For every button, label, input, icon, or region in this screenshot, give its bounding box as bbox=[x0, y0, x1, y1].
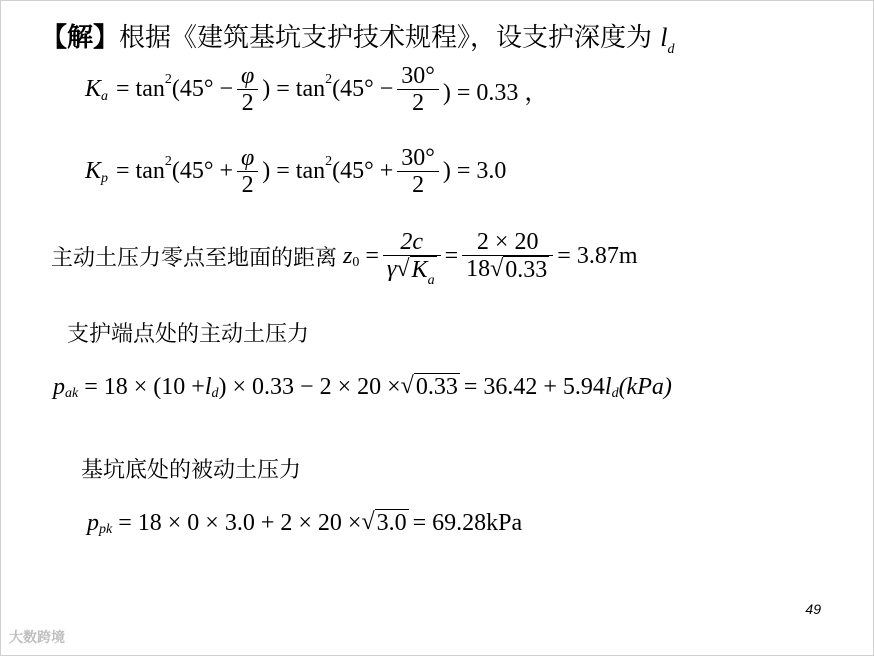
kp-frac1: $\frac{\varphi}{2}$ bbox=[237, 145, 258, 199]
kp-frac2: $\frac{30^\circ}{2}$ bbox=[397, 145, 439, 199]
heading-text: 根据《建筑基坑支护技术规程》，设支护深度为 bbox=[119, 23, 653, 53]
ka-paren2: (45° − bbox=[332, 76, 394, 103]
heading bbox=[41, 17, 675, 57]
equation-pak bbox=[53, 373, 672, 401]
ka-paren1: (45° − bbox=[171, 76, 233, 103]
z0-var: z bbox=[343, 242, 353, 269]
kp-part2: ) = tan bbox=[262, 158, 326, 185]
ka-lhs: K bbox=[85, 76, 102, 103]
z0-frac2: 2 × 20 18 √ 0.33 bbox=[462, 229, 553, 284]
watermark: 大数跨境 bbox=[9, 629, 65, 645]
kp-part1: = tan bbox=[116, 158, 165, 185]
kp-sq1: 2 bbox=[164, 153, 172, 169]
ka-part2: ) = tan bbox=[262, 76, 326, 103]
pak-l2: l bbox=[604, 373, 612, 400]
z0-eq: = bbox=[365, 242, 379, 269]
ka-result: ) = 0.33 ， bbox=[442, 80, 549, 107]
z0-eq2: = bbox=[444, 242, 459, 269]
equation-ppk bbox=[87, 509, 522, 537]
pak-l-sub: d bbox=[211, 386, 219, 401]
pak-l2-sub: d bbox=[611, 386, 619, 401]
ka-sq2: 2 bbox=[325, 71, 333, 87]
ka-frac2: $\frac{30^\circ}{2}$ bbox=[397, 63, 439, 117]
kp-lhs-sub: p bbox=[101, 170, 109, 186]
kp-result: ) = 3.0 bbox=[442, 158, 507, 185]
ppk-result: = 69.28kPa bbox=[412, 509, 523, 536]
pak-b: ) × 0.33 − 2 × 20 × bbox=[218, 373, 401, 400]
kp-paren1: (45° + bbox=[171, 158, 233, 185]
ka-frac1: $\frac{\varphi}{2}$ bbox=[237, 63, 258, 117]
kp-sq2: 2 bbox=[325, 153, 333, 169]
ka-lhs-sub: a bbox=[101, 88, 109, 104]
pak-lhs-sub: ak bbox=[65, 386, 79, 401]
z0-label: 主动土压力零点至地面的距离 bbox=[51, 245, 338, 271]
kp-lhs: K bbox=[85, 158, 102, 185]
ppk-a: = 18 × 0 × 3.0 + 2 × 20 × bbox=[118, 509, 362, 536]
pak-a: = 18 × (10 + bbox=[84, 373, 205, 400]
pak-c: = 36.42 + 5.94 bbox=[463, 373, 605, 400]
equation-kp bbox=[85, 145, 506, 199]
z0-frac1: 2c γ √ $K_a$ bbox=[383, 229, 441, 284]
label-active-pressure: 支护端点处的主动土压力 bbox=[67, 322, 310, 347]
ka-part1: = tan bbox=[116, 76, 165, 103]
pak-d: (kPa) bbox=[618, 373, 672, 400]
pak-sqrt: √ 0.33 bbox=[400, 373, 458, 400]
page-number: 49 bbox=[805, 601, 821, 617]
heading-bracket: 【解】 bbox=[41, 23, 120, 53]
z0-result: = 3.87m bbox=[557, 242, 638, 269]
ppk-lhs: p bbox=[87, 509, 99, 536]
label-passive-pressure: 基坑底处的被动土压力 bbox=[81, 458, 302, 483]
pak-l: l bbox=[204, 373, 212, 400]
z0-sub: 0 bbox=[352, 255, 360, 271]
ka-sq1: 2 bbox=[164, 71, 172, 87]
ppk-lhs-sub: pk bbox=[99, 522, 113, 537]
ppk-sqrt: √ 3.0 bbox=[361, 509, 407, 536]
kp-paren2: (45° + bbox=[332, 158, 394, 185]
pak-lhs: p bbox=[53, 373, 65, 400]
heading-variable: $l_d$ bbox=[660, 23, 675, 57]
z0-line bbox=[51, 229, 638, 289]
equation-ka bbox=[85, 63, 548, 117]
